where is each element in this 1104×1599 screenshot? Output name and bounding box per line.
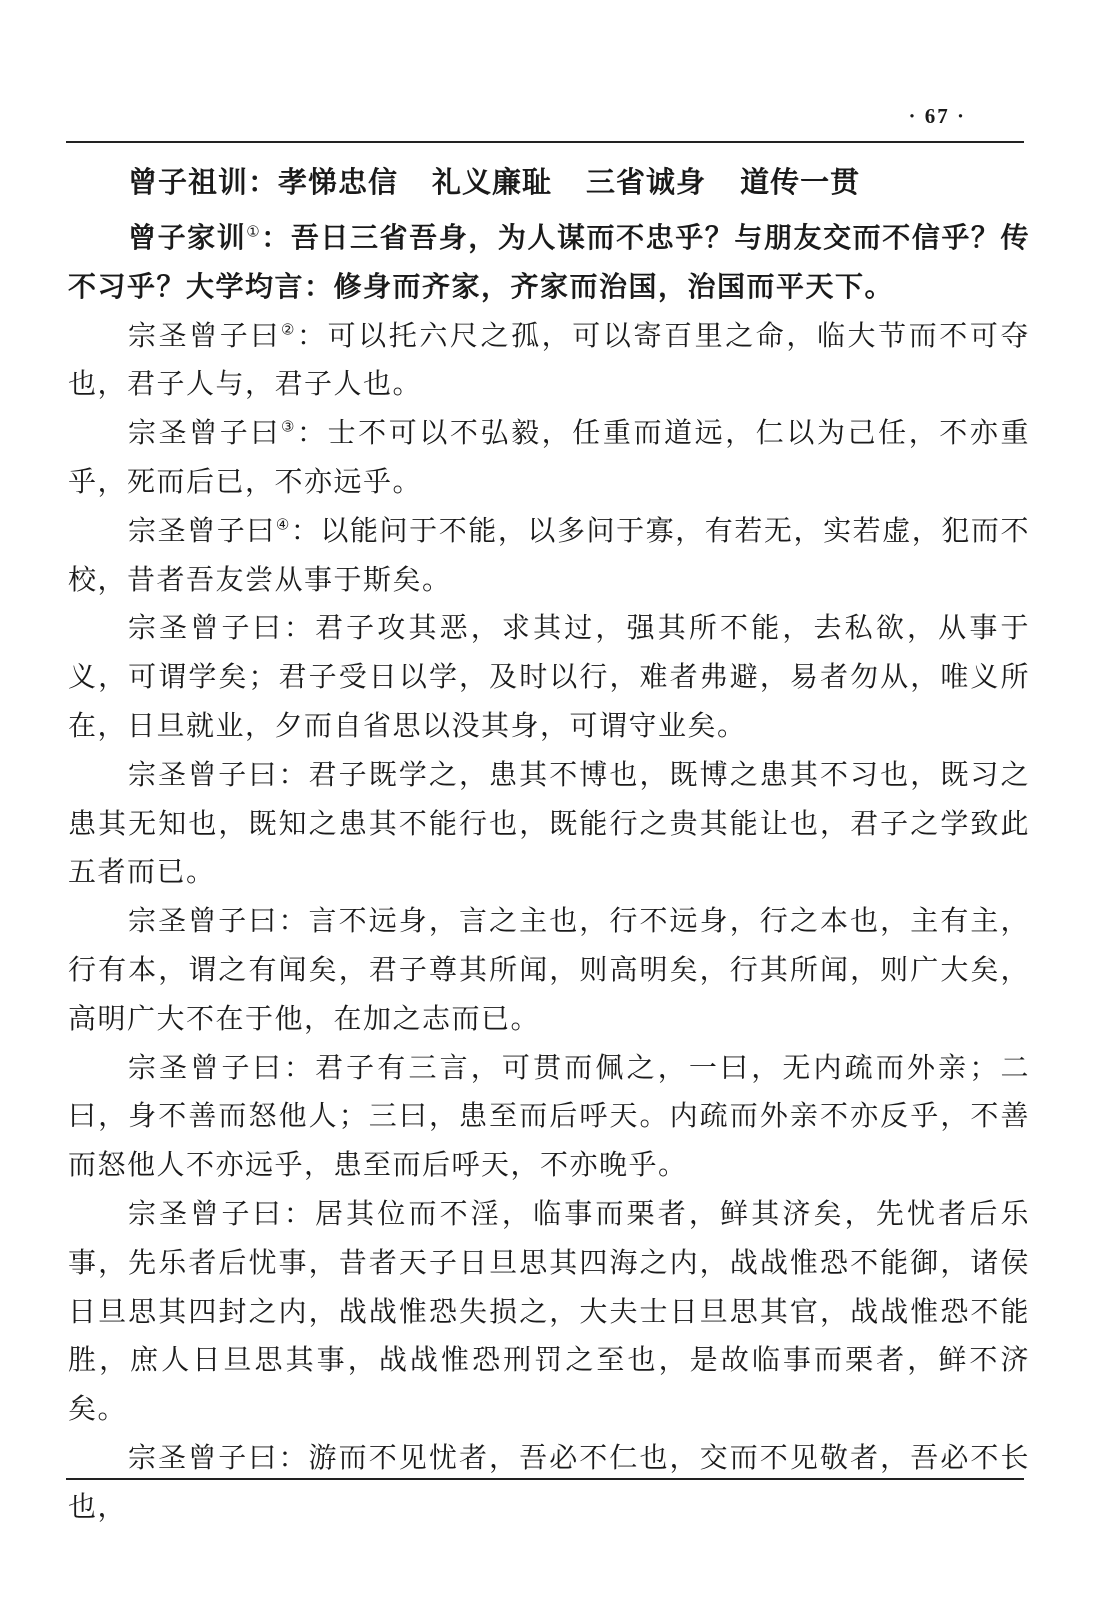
paragraph-text: ：君子有三言，可贯而佩之，一曰，无内疏而外亲；二曰，身不善而怒他人；三曰，患至而后呼天。内疏而外亲不亦反乎，不善而怒他人不亦远乎，患至而后呼天，不亦晚乎。	[68, 1050, 1030, 1182]
paragraph-speaker: 宗圣曾子曰	[128, 318, 281, 352]
paragraph	[68, 897, 1030, 1043]
paragraph-text: ：居其位而不淫，临事而栗者，鲜其济矣，先忧者后乐事，先乐者后忧事，昔者天子日旦思其四海之内，战战惟恐不能御，诸侯日旦思其四封之内，战战惟恐失损之，大夫士日旦思其官，战战惟恐不能胜，庶人日旦思其事，战战惟恐刑罚之至也，是故临事而栗者，鲜不济矣。	[68, 1196, 1030, 1426]
motto-item: 孝悌忠信	[278, 165, 399, 199]
body-text	[68, 158, 1030, 1532]
paragraph-text: ：以能问于不能，以多问于寡，有若无，实若虚，犯而不校，昔者吾友尝从事于斯矣。	[68, 513, 1030, 596]
ancestral-motto	[68, 158, 1030, 206]
paragraph-text: ：游而不见忧者，吾必不仁也，交而不见敬者，吾必不长也，	[68, 1440, 1030, 1523]
paragraph	[68, 1044, 1030, 1190]
paragraph-speaker: 宗圣曾子曰	[128, 757, 279, 791]
motto-item: 道传一贯	[740, 165, 861, 199]
paragraph	[68, 751, 1030, 897]
paragraph-speaker: 宗圣曾子曰	[128, 416, 281, 450]
paragraph-speaker: 宗圣曾子曰	[128, 1440, 279, 1474]
paragraph-text: ：士不可以不弘毅，任重而道远，仁以为己任，不亦重乎，死而后已，不亦远乎。	[68, 416, 1030, 498]
motto-label: 曾子祖训：	[128, 165, 279, 199]
footnote-marker: ②	[280, 320, 297, 339]
paragraph	[68, 507, 1030, 605]
page-number: · 67 ·	[908, 104, 966, 128]
paragraph-text: ：君子既学之，患其不博也，既博之患其不习也，既习之患其无知也，既知之患其不能行也，既能行之贵其能让也，君子之学致此五者而已。	[68, 757, 1030, 889]
paragraph-text: ：吾日三省吾身，为人谋而不忠乎？与朋友交而不信乎？传不习乎？大学均言：修身而齐家，齐家而治国，治国而平天下。	[68, 221, 1030, 303]
motto-item: 礼义廉耻	[432, 165, 553, 199]
paragraph-speaker: 宗圣曾子曰	[128, 1050, 284, 1084]
paragraph-text: ：可以托六尺之孤，可以寄百里之命，临大节而不可夺也，君子人与，君子人也。	[68, 318, 1030, 401]
footnote-marker: ③	[280, 417, 297, 436]
paragraph	[68, 409, 1030, 507]
paragraph-text: ：君子攻其恶，求其过，强其所不能，去私欲，从事于义，可谓学矣；君子受日以学，及时以行，难者弗避，易者勿从，唯义所在，日旦就业，夕而自省思以没其身，可谓守业矣。	[68, 611, 1030, 742]
paragraph-speaker: 宗圣曾子曰	[128, 1196, 284, 1230]
paragraph	[68, 1190, 1030, 1434]
paragraph-speaker: 宗圣曾子曰	[128, 904, 279, 938]
bottom-rule	[66, 1478, 1024, 1480]
paragraph	[68, 604, 1030, 750]
motto-item: 三省诚身	[586, 165, 707, 199]
footnote-marker: ①	[246, 222, 262, 241]
paragraph	[68, 1434, 1030, 1532]
footnote-marker: ④	[275, 515, 291, 534]
paragraph-speaker: 曾子家训	[128, 221, 247, 254]
paragraph-speaker: 宗圣曾子曰	[128, 513, 276, 547]
paragraph	[68, 312, 1030, 410]
paragraph-text: ：言不远身，言之主也，行不远身，行之本也，主有主，行有本，谓之有闻矣，君子尊其所闻，则高明矣，行其所闻，则广大矣，高明广大不在于他，在加之志而已。	[68, 904, 1030, 1035]
paragraph-speaker: 宗圣曾子曰	[128, 611, 284, 645]
top-rule	[66, 141, 1024, 143]
paragraph	[68, 214, 1030, 312]
